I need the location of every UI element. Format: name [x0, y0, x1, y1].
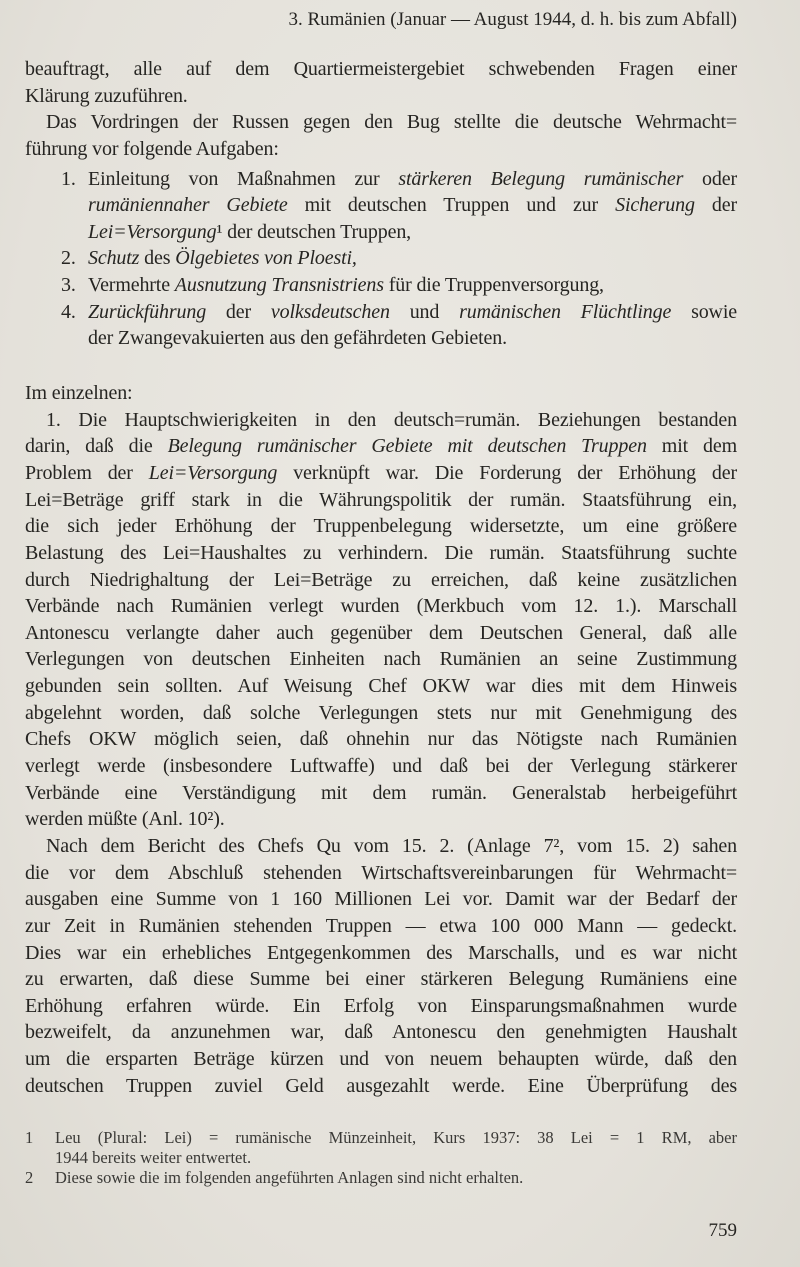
list-number: 3.: [61, 274, 76, 297]
text-run: Antonescu verlangte daher auch gegenüber dem Deutschen General, daß alle: [25, 621, 737, 644]
text-line: [25, 913, 737, 940]
text-line: [25, 407, 737, 434]
footnote-number: 1: [25, 1128, 34, 1147]
text-run: Einleitung von Maßnahmen zur: [88, 167, 399, 190]
list-number: 1.: [61, 167, 76, 190]
text-line: [25, 673, 737, 700]
text-run: verknüpft war. Die Forderung der Erhöhung der: [277, 461, 737, 484]
text-run: Verbände eine Verständigung mit dem rumän. Generalstab herbeigeführt: [25, 781, 737, 804]
italic-text: Ausnutzung Transnistriens: [174, 274, 384, 297]
text-run: mit dem: [646, 435, 737, 458]
text-run: ¹ der deutschen Truppen,: [216, 220, 412, 243]
text-line: [25, 56, 737, 83]
text-line: [25, 540, 737, 567]
text-run: die vor dem Abschluß stehenden Wirtschaftsvereinbarungen für Wehrmacht=: [25, 861, 737, 884]
italic-text: Schutz: [88, 247, 140, 270]
footnote: [25, 1128, 737, 1168]
text-line: [25, 83, 737, 110]
text-line: [25, 192, 737, 219]
text-line: [25, 380, 737, 407]
text-run: der Zwangevakuierten aus den gefährdeten Gebieten.: [88, 327, 507, 350]
numbered-list: [25, 166, 737, 352]
text-line: [25, 780, 737, 807]
text-line: [25, 487, 737, 514]
paragraph: [25, 109, 737, 162]
text-run: verlegt werde (insbesondere Luftwaffe) und daß bei der Verlegung stärkerer: [25, 755, 737, 778]
paragraph-gap: [25, 352, 737, 380]
text-run: Im einzelnen:: [25, 382, 133, 405]
text-line: [25, 299, 737, 326]
text-line: [25, 1073, 737, 1100]
text-run: Nach dem Bericht des Chefs Qu vom 15. 2. (Anlage 7², vom 15. 2) sahen: [46, 834, 737, 857]
italic-text: stärkeren Belegung rumänischer: [398, 167, 684, 190]
list-item: [25, 245, 737, 272]
text-line: [25, 806, 737, 833]
text-run: der: [206, 300, 271, 323]
text-line: [25, 620, 737, 647]
italic-text: Lei=Versorgung: [148, 461, 278, 484]
text-run: abgelehnt worden, daß solche Verlegungen stets nur mit Genehmigung des: [25, 701, 737, 724]
text-run: gebunden sein sollten. Auf Weisung Chef OKW war dies mit dem Hinweis: [25, 675, 737, 698]
text-line: [25, 136, 737, 163]
text-run: Vermehrte: [88, 274, 175, 297]
text-run: 1. Die Hauptschwierigkeiten in den deutsch=rumän. Beziehungen bestanden: [46, 408, 737, 431]
text-run: Chefs OKW möglich seien, daß ohnehin nur das Nötigste nach Rumänien: [25, 728, 737, 751]
list-number: 4.: [61, 300, 76, 323]
text-run: oder: [683, 167, 737, 190]
text-run: mit deutschen Truppen und zur: [287, 194, 616, 217]
text-run: Klärung zuzuführen.: [25, 84, 188, 107]
list-item: [25, 299, 737, 352]
text-line: [25, 940, 737, 967]
text-run: Verbände nach Rumänien verlegt wurden (Merkbuch vom 12. 1.). Marschall: [25, 595, 737, 618]
text-line: [25, 860, 737, 887]
paragraph: [25, 380, 737, 407]
footnote-line: Diese sowie die im folgenden angeführten Anlagen sind nicht erhalten.: [55, 1168, 524, 1187]
text-run: sowie: [671, 300, 737, 323]
italic-text: Zurückführung: [88, 300, 207, 323]
text-run: Dies war ein erhebliches Entgegenkommen des Marschalls, und es war nicht: [25, 941, 737, 964]
text-line: [25, 886, 737, 913]
text-line: [25, 993, 737, 1020]
italic-text: rumänischen Flüchtlinge: [459, 300, 672, 323]
text-run: zur Zeit in Rumänien stehenden Truppen — etwa 100 000 Mann — gedeckt.: [25, 914, 737, 937]
text-run: Erhöhung erfahren würde. Ein Erfolg von Einsparungsmaßnahmen wurde: [25, 994, 737, 1017]
footnote-line: 1944 bereits weiter entwertet.: [55, 1148, 252, 1167]
footnote-number: 2: [25, 1168, 34, 1187]
text-run: bezweifelt, da anzunehmen war, daß Antonescu den genehmigten Haushalt: [25, 1021, 737, 1044]
text-run: zu erwarten, daß diese Summe bei einer stärkeren Belegung Rumäniens eine: [25, 968, 737, 991]
text-line: [25, 109, 737, 136]
text-run: Problem der: [25, 461, 149, 484]
text-run: Verlegungen von deutschen Einheiten nach Rumänien an seine Zustimmung: [25, 648, 737, 671]
paragraph: [25, 56, 737, 109]
text-run: des: [139, 247, 176, 270]
text-line: [25, 245, 737, 272]
text-line: [25, 325, 737, 352]
italic-text: rumäniennaher Gebiete: [88, 194, 288, 217]
text-run: für die Truppenversorgung,: [383, 274, 604, 297]
text-run: Das Vordringen der Russen gegen den Bug stellte die deutsche Wehrmacht=: [46, 111, 737, 134]
text-line: [25, 513, 737, 540]
italic-text: Belegung rumänischer Gebiete mit deutschen Truppen: [167, 435, 647, 458]
italic-text: Lei=Versorgung: [88, 220, 217, 243]
text-run: durch Niedrighaltung der Lei=Beträge zu erreichen, daß keine zusätzlichen: [25, 568, 737, 591]
text-line: [25, 567, 737, 594]
page-number: 759: [708, 1220, 737, 1241]
text-run: beauftragt, alle auf dem Quartiermeistergebiet schwebenden Fragen einer: [25, 58, 737, 80]
text-run: werden müßte (Anl. 10²).: [25, 808, 225, 831]
text-line: [25, 1046, 737, 1073]
list-item: [25, 272, 737, 299]
italic-text: Ölgebietes von Ploesti,: [175, 247, 357, 270]
text-line: [25, 272, 737, 299]
paragraph: [25, 833, 737, 1099]
text-run: um die ersparten Beträge kürzen und von neuem behaupten würde, daß den: [25, 1048, 737, 1071]
text-run: führung vor folgende Aufgaben:: [25, 137, 279, 160]
text-run: der: [694, 194, 738, 217]
text-line: [25, 460, 737, 487]
text-line: [25, 753, 737, 780]
italic-text: Sicherung: [615, 194, 695, 217]
running-head: 3. Rumänien (Januar — August 1944, d. h. bis zum Abfall): [288, 9, 737, 30]
text-run: ausgaben eine Summe von 1 160 Millionen Lei vor. Damit war der Bedarf der: [25, 888, 737, 911]
paragraph: [25, 407, 737, 833]
text-run: und: [389, 300, 460, 323]
list-number: 2.: [61, 247, 76, 270]
text-line: [25, 166, 737, 193]
text-line: [25, 726, 737, 753]
text-line: [25, 1019, 737, 1046]
text-line: [25, 646, 737, 673]
text-run: die sich jeder Erhöhung der Truppenbelegung widersetzte, um eine größere: [25, 515, 737, 538]
text-line: [25, 433, 737, 460]
italic-text: volksdeutschen: [270, 300, 390, 323]
footnote-line: Leu (Plural: Lei) = rumänische Münzeinheit, Kurs 1937: 38 Lei = 1 RM, aber: [55, 1128, 737, 1147]
body-text: [25, 56, 737, 1099]
text-line: [25, 593, 737, 620]
text-run: Belastung des Lei=Haushaltes zu verhindern. Die rumän. Staatsführung suchte: [25, 541, 737, 564]
footnote: [25, 1168, 737, 1188]
list-item: [25, 166, 737, 246]
footnotes: [25, 1128, 737, 1188]
text-run: deutschen Truppen zuviel Geld ausgezahlt werde. Eine Überprüfung des: [25, 1074, 737, 1097]
text-line: [25, 219, 737, 246]
text-line: [25, 966, 737, 993]
text-line: [25, 700, 737, 727]
text-line: [25, 833, 737, 860]
text-run: Lei=Beträge griff stark in die Währungspolitik der rumän. Staatsführung ein,: [25, 488, 737, 511]
text-run: darin, daß die: [25, 435, 168, 458]
